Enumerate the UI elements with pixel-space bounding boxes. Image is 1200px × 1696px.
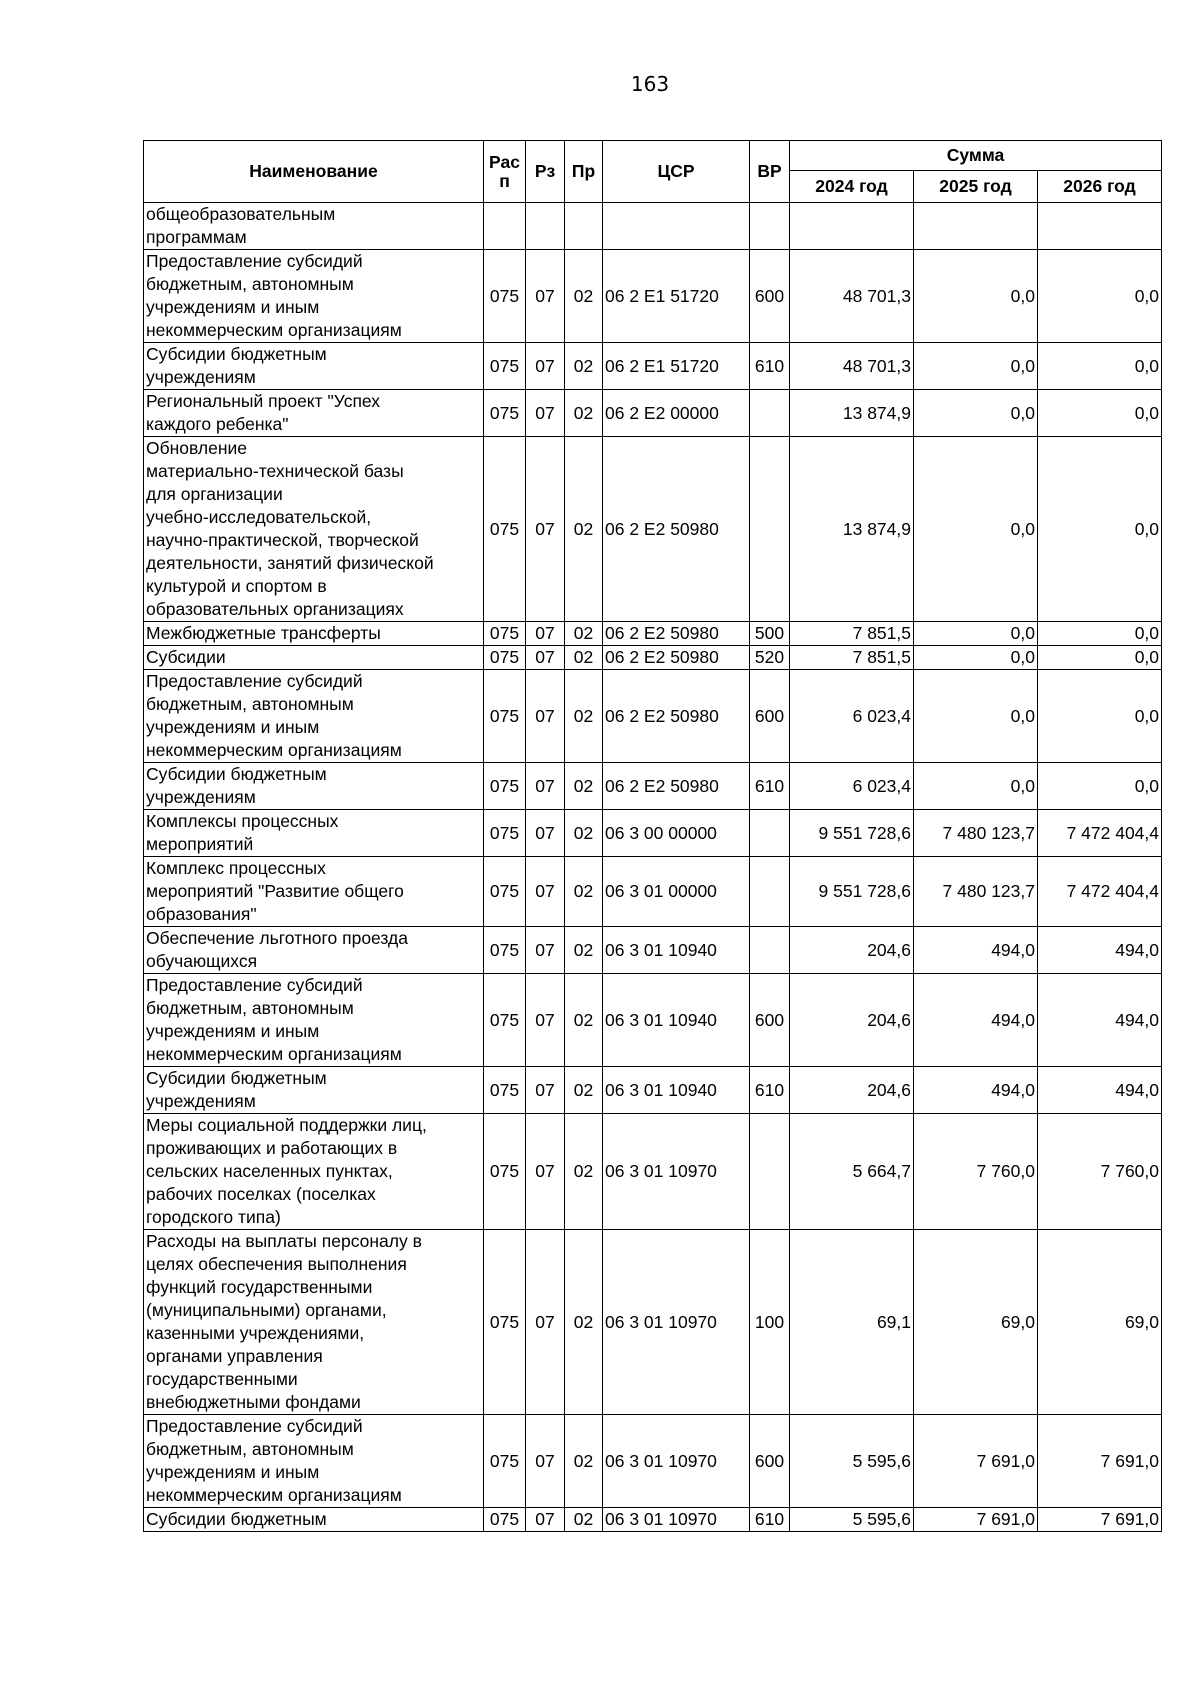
table-row — [144, 763, 1162, 810]
cell-name-line: Предоставление субсидий — [146, 975, 363, 995]
cell-2024: 6 023,4 — [790, 670, 914, 763]
cell-2025: 494,0 — [914, 1067, 1038, 1114]
cell-name-line: государственными — [146, 1369, 298, 1389]
cell-rz: 07 — [526, 646, 565, 670]
cell-rz: 07 — [526, 1067, 565, 1114]
header-csr: ЦСР — [603, 141, 750, 203]
cell-rasp: 075 — [484, 810, 526, 857]
cell-pr: 02 — [565, 1508, 603, 1532]
cell-2025: 7 691,0 — [914, 1508, 1038, 1532]
cell-name-line: Региональный проект "Успех — [146, 391, 381, 411]
cell-2025: 0,0 — [914, 250, 1038, 343]
cell-name-line: Обновление — [146, 438, 248, 458]
cell-name-line: Субсидии бюджетным — [146, 764, 327, 784]
cell-vr: 600 — [750, 250, 790, 343]
cell-rasp: 075 — [484, 250, 526, 343]
cell-name — [144, 390, 484, 437]
cell-csr: 06 2 E2 50980 — [603, 670, 750, 763]
cell-2026: 7 472 404,4 — [1038, 857, 1162, 927]
header-pr: Пр — [565, 141, 603, 203]
cell-name-line: Комплекс процессных — [146, 858, 326, 878]
header-rasp: Рас п — [484, 141, 526, 203]
cell-name — [144, 646, 484, 670]
cell-2025: 0,0 — [914, 622, 1038, 646]
cell-rz: 07 — [526, 974, 565, 1067]
cell-2026 — [1038, 203, 1162, 250]
cell-2024: 5 664,7 — [790, 1114, 914, 1230]
cell-pr: 02 — [565, 927, 603, 974]
cell-rasp: 075 — [484, 857, 526, 927]
cell-rz: 07 — [526, 1114, 565, 1230]
cell-name-line: Межбюджетные трансферты — [146, 623, 381, 643]
cell-name — [144, 437, 484, 622]
cell-vr: 610 — [750, 763, 790, 810]
cell-2026: 0,0 — [1038, 437, 1162, 622]
cell-pr: 02 — [565, 1230, 603, 1415]
table-row — [144, 857, 1162, 927]
cell-2026: 494,0 — [1038, 974, 1162, 1067]
cell-2024: 13 874,9 — [790, 437, 914, 622]
cell-rz: 07 — [526, 343, 565, 390]
cell-2026: 0,0 — [1038, 646, 1162, 670]
cell-vr: 610 — [750, 1508, 790, 1532]
cell-name-line: учреждениям и иным — [146, 1021, 320, 1041]
cell-2025: 7 691,0 — [914, 1415, 1038, 1508]
cell-rz: 07 — [526, 670, 565, 763]
cell-csr: 06 3 01 10970 — [603, 1114, 750, 1230]
cell-rasp: 075 — [484, 390, 526, 437]
cell-pr: 02 — [565, 1415, 603, 1508]
cell-name-line: бюджетным, автономным — [146, 274, 354, 294]
cell-name-line: Субсидии бюджетным — [146, 344, 327, 364]
cell-csr: 06 3 01 00000 — [603, 857, 750, 927]
cell-name — [144, 622, 484, 646]
cell-name-line: Субсидии бюджетным — [146, 1068, 327, 1088]
cell-name-line: научно-практической, творческой — [146, 530, 419, 550]
cell-2024: 5 595,6 — [790, 1508, 914, 1532]
cell-2026: 7 760,0 — [1038, 1114, 1162, 1230]
cell-vr — [750, 390, 790, 437]
cell-rasp: 075 — [484, 1415, 526, 1508]
cell-name — [144, 1067, 484, 1114]
cell-vr — [750, 810, 790, 857]
cell-rasp: 075 — [484, 1230, 526, 1415]
cell-2025 — [914, 203, 1038, 250]
budget-table — [143, 140, 1162, 1532]
cell-vr: 520 — [750, 646, 790, 670]
cell-name-line: (муниципальными) органами, — [146, 1300, 387, 1320]
table-row — [144, 203, 1162, 250]
cell-2025: 7 480 123,7 — [914, 857, 1038, 927]
cell-rz: 07 — [526, 622, 565, 646]
cell-rz: 07 — [526, 437, 565, 622]
cell-2026: 0,0 — [1038, 390, 1162, 437]
cell-2025: 69,0 — [914, 1230, 1038, 1415]
cell-2025: 0,0 — [914, 670, 1038, 763]
cell-pr: 02 — [565, 343, 603, 390]
cell-name-line: некоммерческим организациям — [146, 320, 402, 340]
cell-name — [144, 927, 484, 974]
cell-name-line: каждого ребенка" — [146, 414, 289, 434]
cell-2026: 494,0 — [1038, 1067, 1162, 1114]
cell-rz: 07 — [526, 390, 565, 437]
cell-rasp: 075 — [484, 343, 526, 390]
cell-name-line: образования" — [146, 904, 257, 924]
cell-rz: 07 — [526, 1230, 565, 1415]
cell-name-line: Субсидии бюджетным — [146, 1509, 327, 1529]
cell-rz: 07 — [526, 927, 565, 974]
cell-name-line: общеобразовательным — [146, 204, 336, 224]
table-row — [144, 1114, 1162, 1230]
cell-rasp: 075 — [484, 763, 526, 810]
cell-2025: 0,0 — [914, 763, 1038, 810]
cell-2024 — [790, 203, 914, 250]
cell-2025: 0,0 — [914, 390, 1038, 437]
cell-2026: 0,0 — [1038, 343, 1162, 390]
cell-name-line: бюджетным, автономным — [146, 694, 354, 714]
cell-csr: 06 3 01 10940 — [603, 1067, 750, 1114]
cell-csr: 06 2 E2 50980 — [603, 622, 750, 646]
cell-pr: 02 — [565, 670, 603, 763]
cell-2024: 204,6 — [790, 1067, 914, 1114]
cell-pr: 02 — [565, 857, 603, 927]
cell-vr: 600 — [750, 670, 790, 763]
cell-rz: 07 — [526, 810, 565, 857]
cell-pr: 02 — [565, 622, 603, 646]
cell-rz — [526, 203, 565, 250]
cell-vr: 610 — [750, 343, 790, 390]
cell-name — [144, 1114, 484, 1230]
cell-name-line: образовательных организациях — [146, 599, 404, 619]
cell-pr: 02 — [565, 646, 603, 670]
cell-2024: 6 023,4 — [790, 763, 914, 810]
cell-vr — [750, 1114, 790, 1230]
cell-pr: 02 — [565, 810, 603, 857]
cell-rasp: 075 — [484, 1114, 526, 1230]
cell-name-line: бюджетным, автономным — [146, 998, 354, 1018]
cell-vr — [750, 437, 790, 622]
cell-name-line: учреждениям — [146, 787, 256, 807]
cell-pr: 02 — [565, 763, 603, 810]
cell-rasp: 075 — [484, 670, 526, 763]
header-rz: Рз — [526, 141, 565, 203]
cell-rz: 07 — [526, 857, 565, 927]
header-year-2025: 2025 год — [914, 171, 1038, 203]
cell-2026: 494,0 — [1038, 927, 1162, 974]
cell-2025: 0,0 — [914, 437, 1038, 622]
cell-rz: 07 — [526, 763, 565, 810]
cell-name — [144, 763, 484, 810]
cell-vr — [750, 857, 790, 927]
table-row — [144, 437, 1162, 622]
cell-pr: 02 — [565, 437, 603, 622]
cell-2025: 494,0 — [914, 974, 1038, 1067]
table-row — [144, 390, 1162, 437]
cell-rasp: 075 — [484, 974, 526, 1067]
cell-2026: 7 472 404,4 — [1038, 810, 1162, 857]
cell-rasp — [484, 203, 526, 250]
cell-2026: 69,0 — [1038, 1230, 1162, 1415]
cell-csr — [603, 203, 750, 250]
cell-rasp: 075 — [484, 1067, 526, 1114]
cell-vr: 600 — [750, 1415, 790, 1508]
cell-rz: 07 — [526, 1508, 565, 1532]
cell-name-line: Расходы на выплаты персоналу в — [146, 1231, 422, 1251]
cell-name-line: казенными учреждениями, — [146, 1323, 365, 1343]
cell-name — [144, 1415, 484, 1508]
cell-2024: 13 874,9 — [790, 390, 914, 437]
cell-csr: 06 2 E2 50980 — [603, 437, 750, 622]
cell-rasp: 075 — [484, 1508, 526, 1532]
table-row — [144, 622, 1162, 646]
cell-2024: 7 851,5 — [790, 646, 914, 670]
cell-rasp: 075 — [484, 927, 526, 974]
cell-2026: 7 691,0 — [1038, 1415, 1162, 1508]
cell-2024: 69,1 — [790, 1230, 914, 1415]
cell-pr: 02 — [565, 974, 603, 1067]
cell-2026: 0,0 — [1038, 622, 1162, 646]
cell-vr — [750, 927, 790, 974]
header-name: Наименование — [144, 141, 484, 203]
cell-rz: 07 — [526, 1415, 565, 1508]
cell-2025: 0,0 — [914, 343, 1038, 390]
table-row — [144, 1067, 1162, 1114]
table-row — [144, 646, 1162, 670]
cell-2024: 48 701,3 — [790, 343, 914, 390]
cell-csr: 06 2 E2 50980 — [603, 646, 750, 670]
cell-name-line: учреждениям и иным — [146, 1462, 320, 1482]
table-row — [144, 1230, 1162, 1415]
cell-name-line: учреждениям — [146, 1091, 256, 1111]
cell-vr: 500 — [750, 622, 790, 646]
cell-pr: 02 — [565, 390, 603, 437]
table-row — [144, 1415, 1162, 1508]
cell-name-line: Комплексы процессных — [146, 811, 339, 831]
cell-csr: 06 3 01 10940 — [603, 927, 750, 974]
cell-csr: 06 2 E2 50980 — [603, 763, 750, 810]
table-row — [144, 1508, 1162, 1532]
cell-name — [144, 1508, 484, 1532]
cell-2025: 494,0 — [914, 927, 1038, 974]
cell-name-line: учреждениям и иным — [146, 717, 320, 737]
table-row — [144, 670, 1162, 763]
cell-2025: 7 760,0 — [914, 1114, 1038, 1230]
cell-name — [144, 1230, 484, 1415]
cell-rasp: 075 — [484, 622, 526, 646]
cell-2025: 7 480 123,7 — [914, 810, 1038, 857]
cell-name-line: мероприятий — [146, 834, 254, 854]
cell-rz: 07 — [526, 250, 565, 343]
cell-pr: 02 — [565, 1067, 603, 1114]
cell-2026: 0,0 — [1038, 763, 1162, 810]
cell-name-line: мероприятий "Развитие общего — [146, 881, 404, 901]
table-row — [144, 250, 1162, 343]
cell-2024: 48 701,3 — [790, 250, 914, 343]
cell-name-line: учреждениям — [146, 367, 256, 387]
cell-csr: 06 3 01 10970 — [603, 1508, 750, 1532]
cell-vr: 600 — [750, 974, 790, 1067]
cell-2026: 7 691,0 — [1038, 1508, 1162, 1532]
cell-name-line: Субсидии — [146, 647, 226, 667]
cell-name-line: проживающих и работающих в — [146, 1138, 398, 1158]
cell-name-line: функций государственными — [146, 1277, 373, 1297]
cell-vr — [750, 203, 790, 250]
cell-name — [144, 810, 484, 857]
cell-name — [144, 250, 484, 343]
cell-name-line: некоммерческим организациям — [146, 1485, 402, 1505]
header-vr: ВР — [750, 141, 790, 203]
table-row — [144, 927, 1162, 974]
cell-name-line: городского типа) — [146, 1207, 281, 1227]
cell-name-line: программам — [146, 227, 247, 247]
cell-name — [144, 857, 484, 927]
cell-name-line: Обеспечение льготного проезда — [146, 928, 408, 948]
cell-name — [144, 343, 484, 390]
cell-name-line: Меры социальной поддержки лиц, — [146, 1115, 427, 1135]
cell-csr: 06 2 E1 51720 — [603, 343, 750, 390]
cell-name-line: Предоставление субсидий — [146, 671, 363, 691]
cell-name — [144, 974, 484, 1067]
cell-name-line: бюджетным, автономным — [146, 1439, 354, 1459]
cell-vr: 610 — [750, 1067, 790, 1114]
cell-name-line: органами управления — [146, 1346, 323, 1366]
header-summa: Сумма — [790, 141, 1162, 171]
cell-name-line: некоммерческим организациям — [146, 740, 402, 760]
cell-2024: 204,6 — [790, 927, 914, 974]
cell-name-line: рабочих поселках (поселках — [146, 1184, 376, 1204]
table-row — [144, 974, 1162, 1067]
cell-csr: 06 3 01 10970 — [603, 1230, 750, 1415]
cell-csr: 06 2 E2 00000 — [603, 390, 750, 437]
cell-2026: 0,0 — [1038, 250, 1162, 343]
cell-csr: 06 3 00 00000 — [603, 810, 750, 857]
cell-name-line: деятельности, занятий физической — [146, 553, 434, 573]
cell-pr: 02 — [565, 250, 603, 343]
cell-rasp: 075 — [484, 437, 526, 622]
cell-name-line: целях обеспечения выполнения — [146, 1254, 407, 1274]
cell-2024: 204,6 — [790, 974, 914, 1067]
cell-2025: 0,0 — [914, 646, 1038, 670]
cell-2024: 9 551 728,6 — [790, 857, 914, 927]
cell-name-line: некоммерческим организациям — [146, 1044, 402, 1064]
cell-name-line: Предоставление субсидий — [146, 251, 363, 271]
cell-2024: 7 851,5 — [790, 622, 914, 646]
cell-name-line: учреждениям и иным — [146, 297, 320, 317]
table-row — [144, 343, 1162, 390]
cell-vr: 100 — [750, 1230, 790, 1415]
cell-name-line: учебно-исследовательской, — [146, 507, 372, 527]
cell-name — [144, 670, 484, 763]
cell-2024: 5 595,6 — [790, 1415, 914, 1508]
cell-name-line: Предоставление субсидий — [146, 1416, 363, 1436]
page-number: 163 — [630, 72, 670, 96]
cell-name — [144, 203, 484, 250]
cell-name-line: для организации — [146, 484, 283, 504]
cell-rasp: 075 — [484, 646, 526, 670]
cell-csr: 06 3 01 10940 — [603, 974, 750, 1067]
cell-2026: 0,0 — [1038, 670, 1162, 763]
cell-name-line: сельских населенных пунктах, — [146, 1161, 393, 1181]
cell-name-line: культурой и спортом в — [146, 576, 327, 596]
table-row — [144, 810, 1162, 857]
cell-csr: 06 3 01 10970 — [603, 1415, 750, 1508]
cell-pr: 02 — [565, 1114, 603, 1230]
cell-pr — [565, 203, 603, 250]
table-body — [144, 203, 1162, 1532]
header-year-2026: 2026 год — [1038, 171, 1162, 203]
cell-csr: 06 2 E1 51720 — [603, 250, 750, 343]
header-year-2024: 2024 год — [790, 171, 914, 203]
cell-name-line: материально-технической базы — [146, 461, 404, 481]
cell-name-line: обучающихся — [146, 951, 258, 971]
cell-2024: 9 551 728,6 — [790, 810, 914, 857]
cell-name-line: внебюджетными фондами — [146, 1392, 361, 1412]
